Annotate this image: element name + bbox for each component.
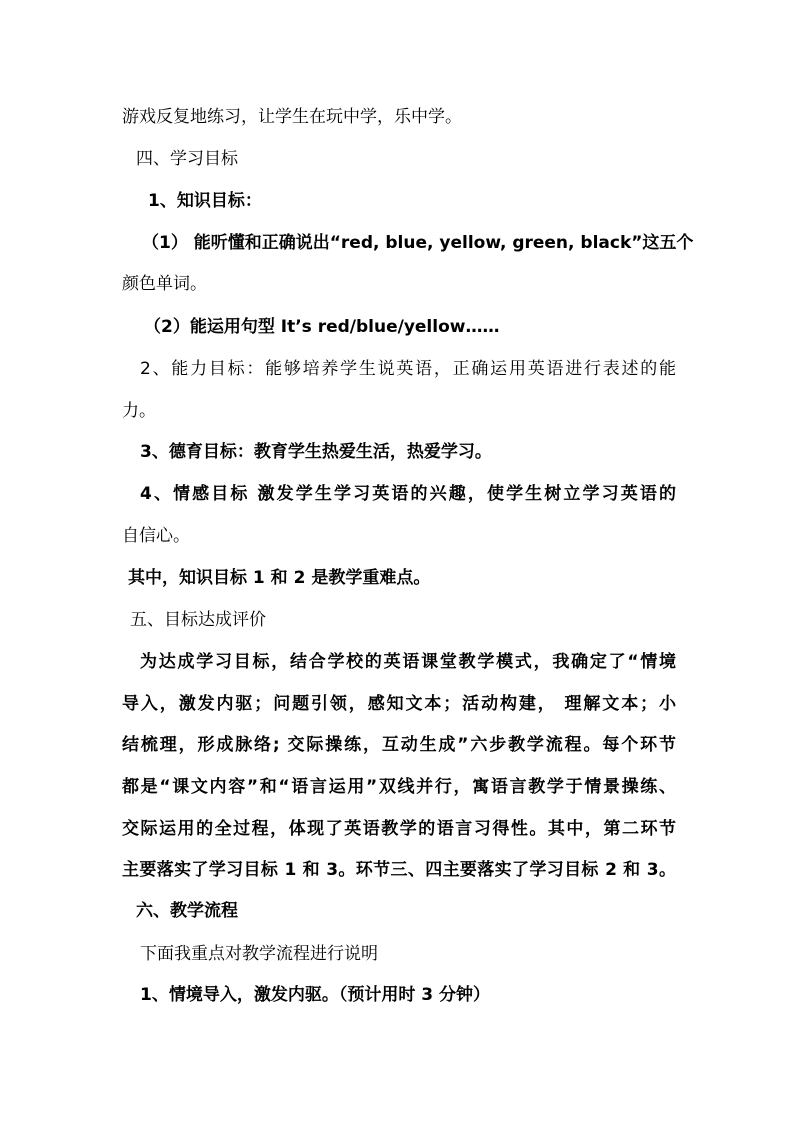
evaluation-paragraph-line-4: 都是“课文内容”和“语言运用”双线并行，寓语言教学于情景操练、 <box>122 777 676 797</box>
knowledge-goal-item-2: （2）能运用句型 It’s red/blue/yellow…… <box>144 317 500 337</box>
subheading-knowledge-goals: 1、知识目标： <box>148 191 262 211</box>
ability-goal-line-continued: 力。 <box>122 401 156 421</box>
teaching-process-intro: 下面我重点对教学流程进行说明 <box>140 944 378 964</box>
emotional-goal-line-continued: 自信心。 <box>122 526 190 546</box>
paragraph-continuation-line: 游戏反复地练习，让学生在玩中学，乐中学。 <box>122 107 462 127</box>
evaluation-paragraph-line-3: 结梳理，形成脉络; 交际操练，互动生成”六步教学流程。每个环节 <box>122 735 676 755</box>
moral-goal-line: 3、德育目标：教育学生热爱生活，热爱学习。 <box>140 442 492 462</box>
emotional-goal-line: 4、情感目标 激发学生学习英语的兴趣，使学生树立学习英语的 <box>140 484 676 504</box>
ability-goal-line: 2、能力目标：能够培养学生说英语，正确运用英语进行表述的能 <box>140 359 676 379</box>
teaching-step-1: 1、情境导入，激发内驱。（预计用时 3 分钟） <box>140 985 490 1005</box>
knowledge-goal-item-1-continued: 颜色单词。 <box>122 274 207 294</box>
section-heading-evaluation: 五、目标达成评价 <box>130 610 266 630</box>
evaluation-paragraph-line-1: 为达成学习目标，结合学校的英语课堂教学模式，我确定了“情境 <box>140 652 676 672</box>
key-difficulty-note: 其中，知识目标 1 和 2 是教学重难点。 <box>128 568 431 588</box>
evaluation-paragraph-line-6: 主要落实了学习目标 1 和 3。环节三、四主要落实了学习目标 2 和 3。 <box>122 860 676 880</box>
section-heading-learning-goals: 四、学习目标 <box>136 149 238 169</box>
section-heading-teaching-process: 六、教学流程 <box>136 901 238 921</box>
evaluation-paragraph-line-2: 导入，激发内驱；问题引领，感知文本；活动构建， 理解文本；小 <box>122 694 676 714</box>
evaluation-paragraph-line-5: 交际运用的全过程，体现了英语教学的语言习得性。其中，第二环节 <box>122 819 676 839</box>
knowledge-goal-item-1: （1） 能听懂和正确说出“red, blue, yellow, green, black”这五个 <box>142 233 694 253</box>
